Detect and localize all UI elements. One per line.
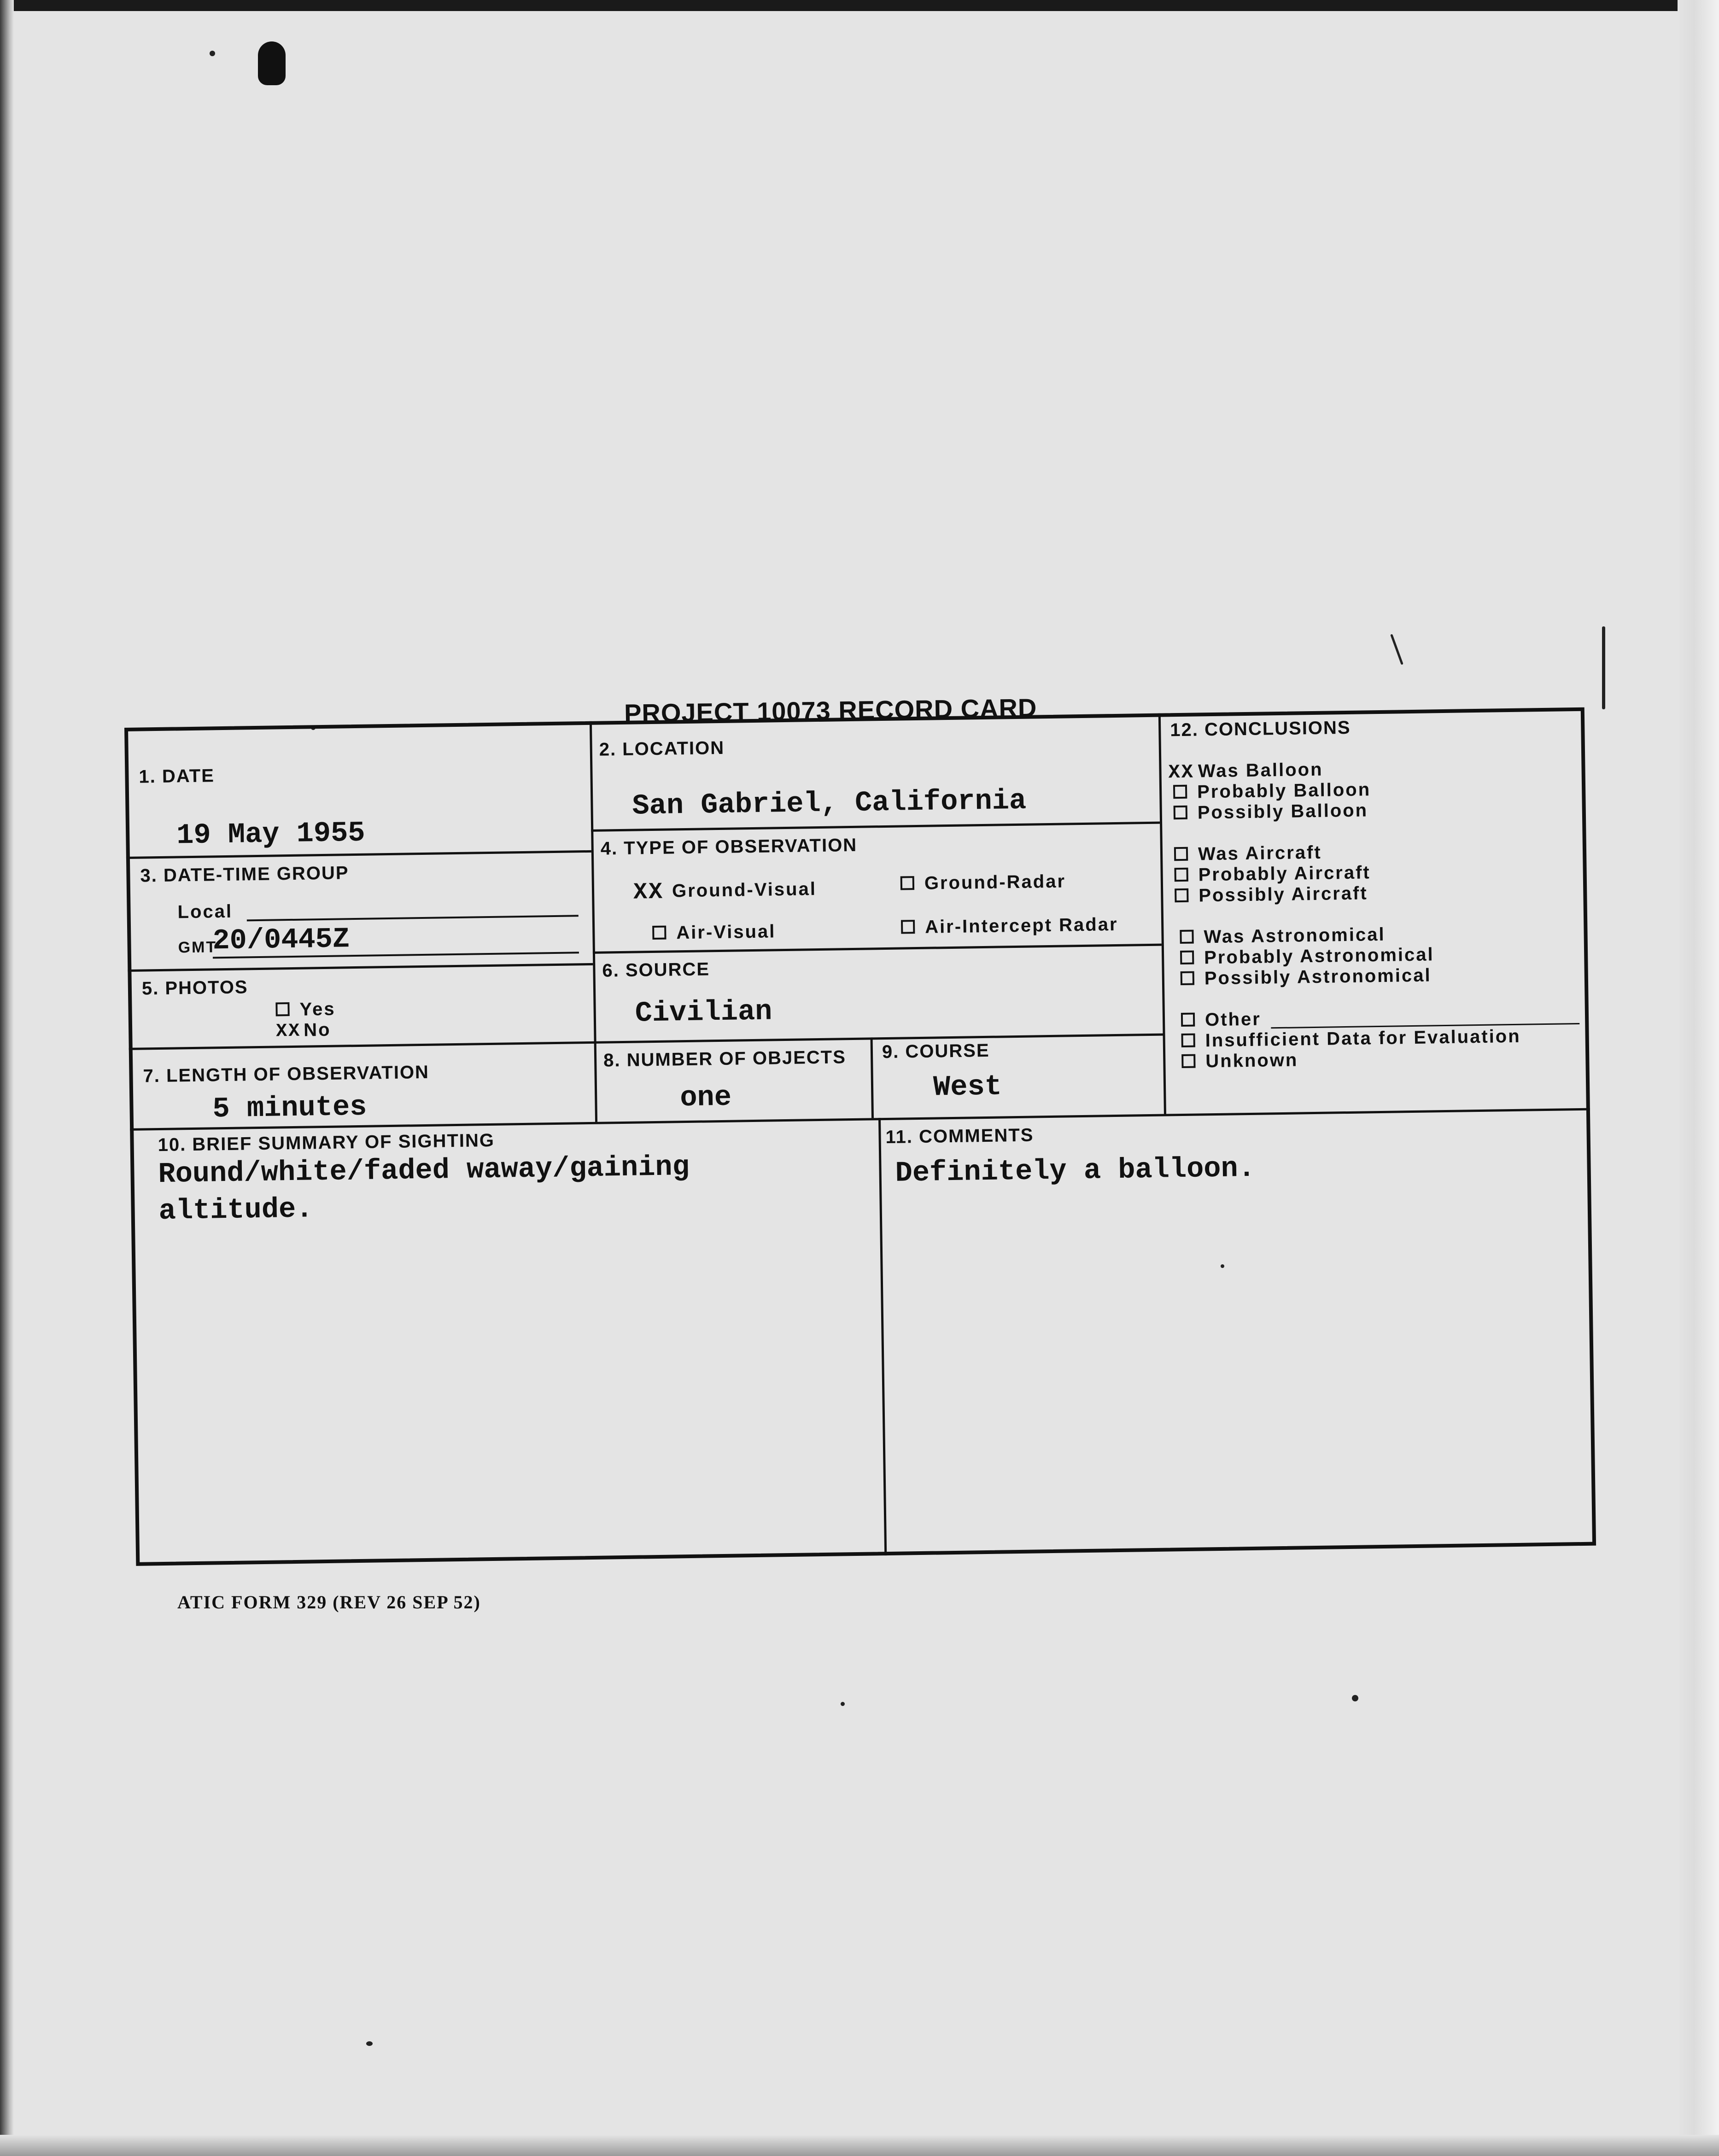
course-label: 9. COURSE <box>882 1040 990 1063</box>
local-label: Local <box>177 901 233 923</box>
checkbox-icon <box>901 920 915 934</box>
conclusion-text: Probably Astronomical <box>1204 944 1434 968</box>
gmt-value: 20/0445Z <box>212 923 350 958</box>
air-visual-option[interactable] <box>652 921 776 944</box>
conclusion-possibly-balloon[interactable] <box>1174 800 1368 824</box>
conclusion-probably-aircraft[interactable] <box>1174 862 1371 886</box>
comments-value: Definitely a balloon. <box>895 1151 1256 1190</box>
checkbox-icon <box>1181 1013 1195 1027</box>
ground-visual-option[interactable] <box>633 877 817 906</box>
number-of-objects-value: one <box>679 1081 732 1115</box>
photos-yes-text: Yes <box>299 999 336 1020</box>
checkbox-icon <box>1180 930 1193 944</box>
number-of-objects-label: 8. NUMBER OF OBJECTS <box>603 1047 847 1071</box>
conclusion-possibly-astronomical[interactable] <box>1181 965 1432 989</box>
dust-speck <box>366 2041 373 2046</box>
conclusion-text: Insufficient Data for Evaluation <box>1205 1026 1521 1051</box>
card-title: PROJECT 10073 RECORD CARD <box>624 693 1037 728</box>
conclusion-text: Unknown <box>1205 1050 1298 1072</box>
form-identifier: ATIC FORM 329 (REV 26 SEP 52) <box>177 1592 481 1613</box>
conclusion-text: Probably Balloon <box>1197 779 1371 802</box>
ground-radar-text: Ground-Radar <box>924 871 1066 894</box>
checkbox-icon <box>1180 951 1194 964</box>
dust-speck <box>841 1702 845 1706</box>
conclusion-text: Was Astronomical <box>1204 924 1386 947</box>
comments-label: 11. COMMENTS <box>885 1125 1034 1148</box>
conclusion-possibly-aircraft[interactable] <box>1175 883 1368 906</box>
checkbox-icon <box>900 876 914 890</box>
course-value: West <box>933 1070 1002 1104</box>
air-visual-text: Air-Visual <box>676 921 776 943</box>
check-mark-icon: XX <box>275 1021 301 1042</box>
page-edge-top <box>0 0 1719 11</box>
page-edge-bottom <box>0 2135 1719 2156</box>
punch-hole-mark <box>258 41 286 85</box>
location-label: 2. LOCATION <box>599 737 725 760</box>
length-of-observation-label: 7. LENGTH OF OBSERVATION <box>143 1062 430 1087</box>
conclusion-other[interactable] <box>1181 1009 1261 1031</box>
photos-no-option[interactable] <box>276 1020 331 1042</box>
conclusion-text: Probably Aircraft <box>1198 862 1371 885</box>
checkbox-icon <box>1174 847 1188 861</box>
checkbox-icon <box>1173 785 1187 799</box>
air-intercept-radar-option[interactable] <box>901 914 1118 938</box>
conclusions-label: 12. CONCLUSIONS <box>1169 717 1351 741</box>
record-card <box>124 707 1596 1566</box>
conclusion-probably-astronomical[interactable] <box>1180 944 1434 969</box>
dust-speck <box>1352 1695 1358 1701</box>
checkbox-icon <box>1181 971 1194 985</box>
conclusion-unknown[interactable] <box>1181 1050 1298 1072</box>
photos-yes-option[interactable] <box>275 999 336 1021</box>
conclusion-probably-balloon[interactable] <box>1173 779 1371 803</box>
date-label: 1. DATE <box>139 765 215 787</box>
source-label: 6. SOURCE <box>602 959 710 981</box>
type-of-observation-label: 4. TYPE OF OBSERVATION <box>600 835 858 859</box>
checkbox-icon <box>275 1002 289 1016</box>
length-of-observation-value: 5 minutes <box>212 1090 367 1126</box>
conclusion-text: Was Balloon <box>1198 759 1323 782</box>
conclusion-text: Possibly Aircraft <box>1199 883 1368 906</box>
check-mark-icon: XX <box>633 879 664 906</box>
conclusion-text: Was Aircraft <box>1198 842 1322 865</box>
checkbox-icon <box>1174 868 1188 882</box>
gmt-label: GMT <box>178 938 217 957</box>
ground-radar-option[interactable] <box>900 871 1066 894</box>
conclusion-text: Possibly Balloon <box>1197 800 1368 823</box>
checkbox-icon <box>1175 888 1188 902</box>
conclusion-was-aircraft[interactable] <box>1174 842 1322 865</box>
checkbox-icon <box>1181 1034 1195 1047</box>
air-intercept-radar-text: Air-Intercept Radar <box>924 914 1118 937</box>
checkbox-icon <box>1174 806 1187 819</box>
source-value: Civilian <box>635 995 772 1030</box>
brief-summary-label: 10. BRIEF SUMMARY OF SIGHTING <box>158 1130 495 1156</box>
checkbox-icon <box>652 926 666 940</box>
brief-summary-line-2: altitude. <box>158 1192 313 1228</box>
dust-speck <box>1390 634 1403 665</box>
check-mark-icon: XX <box>1168 761 1195 784</box>
checkbox-icon <box>1181 1054 1195 1068</box>
page-edge-left <box>0 0 14 2156</box>
conclusion-was-astronomical[interactable] <box>1180 924 1386 948</box>
page-edge-right <box>1678 0 1719 2156</box>
conclusion-text: Possibly Astronomical <box>1204 965 1432 989</box>
date-time-group-label: 3. DATE-TIME GROUP <box>140 863 349 886</box>
dust-speck <box>1602 626 1605 709</box>
photos-label: 5. PHOTOS <box>141 977 248 999</box>
photos-no-text: No <box>303 1019 331 1040</box>
conclusion-text: Other <box>1204 1009 1262 1030</box>
date-value: 19 May 1955 <box>176 816 366 852</box>
brief-summary-line-1: Round/white/faded waway/gaining <box>158 1150 690 1191</box>
dust-speck <box>210 51 215 56</box>
location-value: San Gabriel, California <box>631 784 1027 823</box>
ground-visual-text: Ground-Visual <box>672 879 817 901</box>
